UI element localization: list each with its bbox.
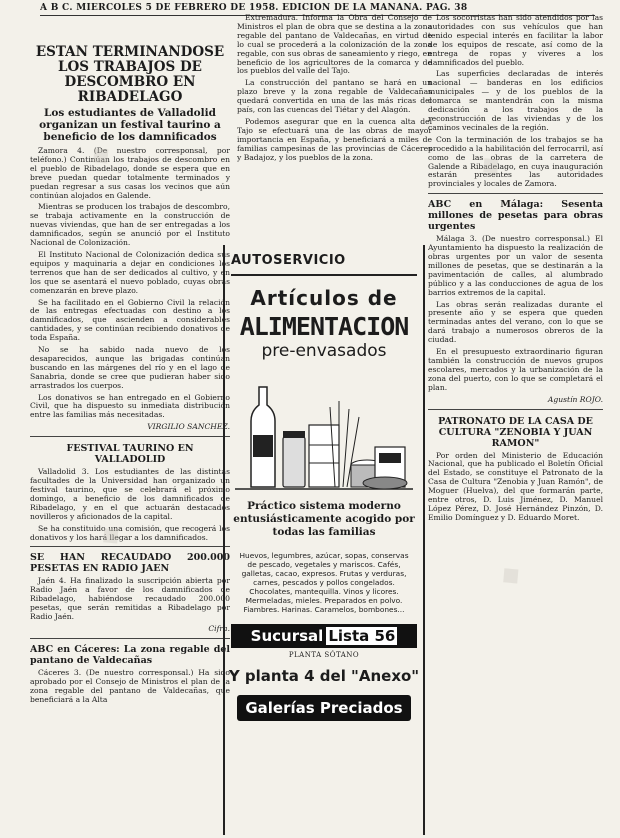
ad-branch-name: Lista 56 (328, 627, 396, 645)
divider (428, 409, 603, 410)
groceries-illustration (235, 367, 413, 492)
divider (30, 546, 230, 547)
byline: Cifra. (208, 623, 230, 633)
article-paragraph: Podemos asegurar que en la cuenca alta del Tajo se efectuará una de las obras de mayor importancia en España, y beneficiará a miles de familias campesinas de las provincias de Cáceres y Badajoz, y los pueblos de la zona. (237, 116, 432, 162)
ad-store-name: Galerías Preciados (237, 695, 411, 721)
watermark-stamp: ◆ (82, 137, 118, 173)
article-paragraph: Cáceres 3. (De nuestro corresponsal.) Ha sido aprobado por el Consejo de Ministros el plan de la zona regable del pantano de Valdecañas, que beneficiará a la Alta (30, 667, 230, 704)
article-paragraph: Jaén 4. Ha finalizado la suscripción abierta por Radio Jaén a favor de los damnificados de Ribadelago, habiéndose recaudado 200.000 pesetas, que serán remitidas a Ribadelago por Radio Jaén. (30, 576, 230, 622)
left-column (30, 45, 230, 835)
ad-annex-line: Y planta 4 del "Anexo" (228, 667, 420, 685)
masthead: A B C. MIERCOLES 5 DE FEBRERO DE 1958. EDICION DE LA MAÑANA. PAG. 38 (40, 3, 595, 16)
ad-floor-label: PLANTA SÓTANO (288, 651, 360, 659)
ad-line-alimentacion: ALIMENTACION (239, 312, 409, 341)
watermark-stamp: ◆ (92, 517, 128, 553)
main-headline: ESTAN TERMINANDOSE LOS TRABAJOS DE DESCOMBRO EN RIBADELAGO (35, 45, 225, 105)
article-paragraph: Extremadura. Informa la Obra del Consejo de Ministros el plan de obra que se destina a la zona regable del pantano de Valdecañas, en virtud de lo cual se procederá a la colonización de la zona regable, con sus obras de saneamiento y riego, en beneficio de los agricultores de la comarca y de los pueblos del valle del Tajo. (237, 14, 432, 76)
article-paragraph: Las superficies declaradas de interés nacional — banderas en los edificios municipales — y de los pueblos de la comarca se mantendrán con la misma dedicación a los trabajos de la reconstrucción de las viviendas y de los caminos vecinales de la región. (428, 69, 603, 132)
ad-branch-text: Sucursal (250, 627, 324, 645)
article-paragraph: Zamora 4. (De nuestro corresponsal, por teléfono.) Continúan los trabajos de descombro en el pueblo de Ribadelago, donde se espera que en breve puedan quedar totalmente terminados y puedan regresar a sus casas los vecinos que aún continúan alojados en Galende. (30, 146, 230, 200)
festival-headline: FESTIVAL TAURINO EN VALLADOLID (66, 443, 194, 466)
divider (30, 436, 230, 437)
ad-divider (231, 274, 417, 276)
main-subheadline: Los estudiantes de Valladolid organizan un festival taurino a beneficio de los damnificados (39, 107, 221, 143)
ad-product-list: Huevos, legumbres, azúcar, sopas, conservas de pescado, vegetales y mariscos. Cafés, galletas, cacao, expresos. Frutas y verduras, carnes, pescados y pollos congelados. Chocolates, mantequilla. Vinos y licores. Mermeladas, mieles. Preparados en polvo. Fiambres. Harinas. Caramelos, bombones... (239, 551, 409, 614)
divider (30, 638, 230, 639)
article-paragraph: Con la terminación de los trabajos se ha procedido a la habilitación del ferrocarril, así como de las obras de la carretera de Galende a Ribadelago, en cuya inauguración estarán presentes las autoridades provinciales y locales de Zamora. (428, 134, 603, 189)
article-paragraph: Se ha constituido una comisión, que recogerá los donativos y los hará llegar a los damnificados. (30, 523, 230, 542)
article-paragraph: Los donativos se han entregado en el Gobierno Civil, que ha dispuesto su inmediata distribución entre las familias más necesitadas. (30, 392, 230, 420)
ad-autoservicio: AUTOSERVICIO (231, 253, 346, 268)
middle-column (237, 14, 432, 244)
ad-line-preenvasados: pre-envasados (261, 341, 387, 361)
caceres-headline: ABC en Cáceres: La zona regable del pantano de Valdecañas (30, 643, 230, 666)
article-paragraph: Las obras serán realizadas durante el presente año y se espera que queden terminadas antes del verano, con lo que se dará trabajo a numerosos obreros de la ciudad. (428, 299, 603, 345)
ad-branch-banner (231, 624, 417, 648)
zenobia-headline: PATRONATO DE LA CASA DE CULTURA "ZENOBIA Y JUAN RAMON" (438, 415, 593, 449)
byline: Agustín ROJO. (547, 394, 603, 404)
jaen-headline: SE HAN RECAUDADO 200.000 PESETAS EN RADIO JAEN (30, 552, 230, 575)
groceries-icon (235, 367, 413, 492)
malaga-headline: ABC en Málaga: Sesenta millones de pesetas para obras urgentes (428, 199, 603, 233)
ad-line-articulos: Artículos de (250, 286, 398, 310)
watermark-stamp: ◆ (492, 557, 528, 593)
watermark-stamp: ◆ (472, 147, 508, 183)
article-paragraph: Mientras se producen los trabajos de descombro, se trabaja activamente en la construcción de nuevas viviendas, que han de ser entregadas a los damnificados, según se anunció por el Instituto Nacional de Colonización. (30, 202, 230, 248)
article-paragraph: Se ha facilitado en el Gobierno Civil la relación de las entregas efectuadas con destino a los damnificados, que ascienden a considerables cantidades, y se continúan recibiendo donativos de toda España. (30, 297, 230, 343)
article-paragraph: En el presupuesto extraordinario figuran también la construcción de nuevos grupos escolares, mercados y la urbanización de la zona del puerto, con lo que se completará el plan. (428, 347, 603, 392)
article-paragraph: El Instituto Nacional de Colonización dedica sus equipos y maquinaria a dejar en condiciones los terrenos que han de ser dedicados al cultivo, y en los que se asentará el nuevo poblado, cuyas obras comenzarán en breve plazo. (30, 249, 230, 295)
article-paragraph: Los socorristas han sido atendidos por las autoridades con sus vehículos que han tenido especial interés en facilitar la labor de los equipos de rescate, así como de la entrega de ropas y víveres a los damnificados del pueblo. (428, 14, 603, 67)
article-paragraph: La construcción del pantano se hará en un plazo breve y la zona regable de Valdecañas quedará convertida en una de las más ricas del país, con las cuencas del Tiétar y del Alagón. (237, 78, 432, 115)
advertisement (223, 245, 425, 835)
article-paragraph: Valladolid 3. Los estudiantes de las distintas facultades de la Universidad han organizado un festival taurino, que se celebrará el próximo domingo, a beneficio de los damnificados de Ribadelago, y en el que actuarán destacados novilleros y aficionados de la capital. (30, 467, 230, 521)
right-column (428, 14, 603, 834)
ad-slogan: Práctico sistema moderno entusiásticamente acogido por todas las familias (233, 500, 415, 538)
article-paragraph: Málaga 3. (De nuestro corresponsal.) El Ayuntamiento ha dispuesto la realización de obras urgentes por un valor de sesenta millones de pesetas, que se destinarán a la pavimentación de calles, al alumbrado público y a las conducciones de agua de los barrios extremos de la capital. (428, 234, 603, 297)
byline: VIRGILIO SANCHEZ. (147, 422, 230, 432)
article-paragraph: Por orden del Ministerio de Educación Nacional, que ha publicado el Boletín Oficial del Estado, se constituye el Patronato de la Casa de Cultura "Zenobia y Juan Ramón", de Moguer (Huelva), del que formarán parte, entre otros, D. Luis Jiménez, D. Manuel López Pérez, D. José Hernández Pinzón, D. Emilio Domínguez y D. Eduardo Moret. (428, 450, 603, 522)
divider (428, 193, 603, 194)
article-paragraph: No se ha sabido nada nuevo de los desaparecidos, aunque las brigadas continúan buscando en las márgenes del río y en el lago de Sanabria, donde se cree que pudieran haber sido arrastrados los cuerpos. (30, 345, 230, 390)
